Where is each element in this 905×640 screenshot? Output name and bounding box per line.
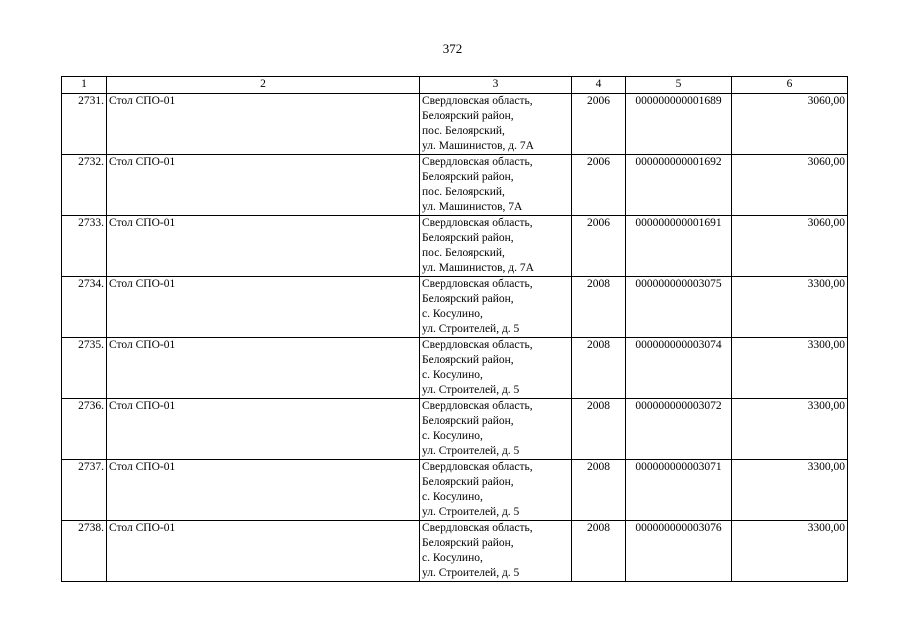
- row-number-cell: 2738.: [62, 521, 107, 582]
- cost-cell: 3300,00: [732, 399, 848, 460]
- item-name-cell: Стол СПО-01: [107, 216, 420, 277]
- year-cell: 2008: [572, 277, 626, 338]
- address-cell: [420, 155, 572, 216]
- year-cell: 2008: [572, 460, 626, 521]
- item-name-cell: Стол СПО-01: [107, 521, 420, 582]
- cost-cell: 3060,00: [732, 216, 848, 277]
- address-line: Свердловская область,: [422, 95, 533, 107]
- column-header: 3: [420, 77, 572, 94]
- table-body: [62, 94, 848, 582]
- address-line: ул. Строителей, д. 5: [422, 323, 520, 335]
- table-row: [62, 460, 848, 521]
- inventory-number-cell: 000000000003074: [626, 338, 732, 399]
- row-number-cell: 2736.: [62, 399, 107, 460]
- address-line: Белоярский район,: [422, 293, 514, 305]
- year-cell: 2006: [572, 94, 626, 155]
- cost-cell: 3300,00: [732, 460, 848, 521]
- address-cell: [420, 399, 572, 460]
- page-number: 372: [442, 41, 463, 56]
- address-cell: [420, 460, 572, 521]
- address-line: Свердловская область,: [422, 156, 533, 168]
- column-header: 1: [62, 77, 107, 94]
- column-header: 2: [107, 77, 420, 94]
- header-row: [62, 77, 848, 94]
- table-row: [62, 521, 848, 582]
- address-line: Свердловская область,: [422, 461, 533, 473]
- address-line: пос. Белоярский,: [422, 186, 505, 198]
- table-row: [62, 277, 848, 338]
- table-row: [62, 216, 848, 277]
- year-cell: 2008: [572, 338, 626, 399]
- inventory-number-cell: 000000000003075: [626, 277, 732, 338]
- cost-cell: 3300,00: [732, 277, 848, 338]
- cost-cell: 3300,00: [732, 521, 848, 582]
- address-line: ул. Строителей, д. 5: [422, 506, 520, 518]
- address-line: ул. Машинистов, д. 7А: [422, 262, 534, 274]
- address-line: ул. Строителей, д. 5: [422, 567, 520, 579]
- address-line: Белоярский район,: [422, 415, 514, 427]
- year-cell: 2008: [572, 399, 626, 460]
- address-line: с. Косулино,: [422, 369, 483, 381]
- column-header: 4: [572, 77, 626, 94]
- address-line: Белоярский район,: [422, 171, 514, 183]
- registry-table: [61, 76, 848, 582]
- cost-cell: 3060,00: [732, 155, 848, 216]
- address-line: Свердловская область,: [422, 339, 533, 351]
- row-number-cell: 2734.: [62, 277, 107, 338]
- table-row: [62, 155, 848, 216]
- address-line: с. Косулино,: [422, 552, 483, 564]
- row-number-cell: 2733.: [62, 216, 107, 277]
- inventory-number-cell: 000000000001691: [626, 216, 732, 277]
- address-line: с. Косулино,: [422, 491, 483, 503]
- address-line: Свердловская область,: [422, 278, 533, 290]
- table-row: [62, 338, 848, 399]
- address-line: ул. Строителей, д. 5: [422, 384, 520, 396]
- address-line: Свердловская область,: [422, 217, 533, 229]
- item-name-cell: Стол СПО-01: [107, 94, 420, 155]
- year-cell: 2006: [572, 155, 626, 216]
- year-cell: 2006: [572, 216, 626, 277]
- address-line: ул. Строителей, д. 5: [422, 445, 520, 457]
- item-name-cell: Стол СПО-01: [107, 399, 420, 460]
- row-number-cell: 2735.: [62, 338, 107, 399]
- address-cell: [420, 94, 572, 155]
- item-name-cell: Стол СПО-01: [107, 460, 420, 521]
- column-header: 5: [626, 77, 732, 94]
- row-number-cell: 2737.: [62, 460, 107, 521]
- address-line: Белоярский район,: [422, 354, 514, 366]
- address-line: с. Косулино,: [422, 308, 483, 320]
- item-name-cell: Стол СПО-01: [107, 155, 420, 216]
- address-cell: [420, 216, 572, 277]
- cost-cell: 3060,00: [732, 94, 848, 155]
- year-cell: 2008: [572, 521, 626, 582]
- inventory-number-cell: 000000000003076: [626, 521, 732, 582]
- column-header: 6: [732, 77, 848, 94]
- address-line: Белоярский район,: [422, 476, 514, 488]
- address-line: ул. Машинистов, д. 7А: [422, 140, 534, 152]
- table-row: [62, 399, 848, 460]
- row-number-cell: 2732.: [62, 155, 107, 216]
- address-cell: [420, 521, 572, 582]
- inventory-number-cell: 000000000003071: [626, 460, 732, 521]
- inventory-number-cell: 000000000003072: [626, 399, 732, 460]
- address-line: Белоярский район,: [422, 110, 514, 122]
- address-line: пос. Белоярский,: [422, 125, 505, 137]
- inventory-number-cell: 000000000001689: [626, 94, 732, 155]
- row-number-cell: 2731.: [62, 94, 107, 155]
- item-name-cell: Стол СПО-01: [107, 338, 420, 399]
- address-line: Свердловская область,: [422, 400, 533, 412]
- address-line: с. Косулино,: [422, 430, 483, 442]
- address-cell: [420, 338, 572, 399]
- address-line: Белоярский район,: [422, 232, 514, 244]
- address-line: Белоярский район,: [422, 537, 514, 549]
- address-line: пос. Белоярский,: [422, 247, 505, 259]
- item-name-cell: Стол СПО-01: [107, 277, 420, 338]
- table-row: [62, 94, 848, 155]
- address-line: Свердловская область,: [422, 522, 533, 534]
- cost-cell: 3300,00: [732, 338, 848, 399]
- inventory-number-cell: 000000000001692: [626, 155, 732, 216]
- address-cell: [420, 277, 572, 338]
- address-line: ул. Машинистов, 7А: [422, 201, 523, 213]
